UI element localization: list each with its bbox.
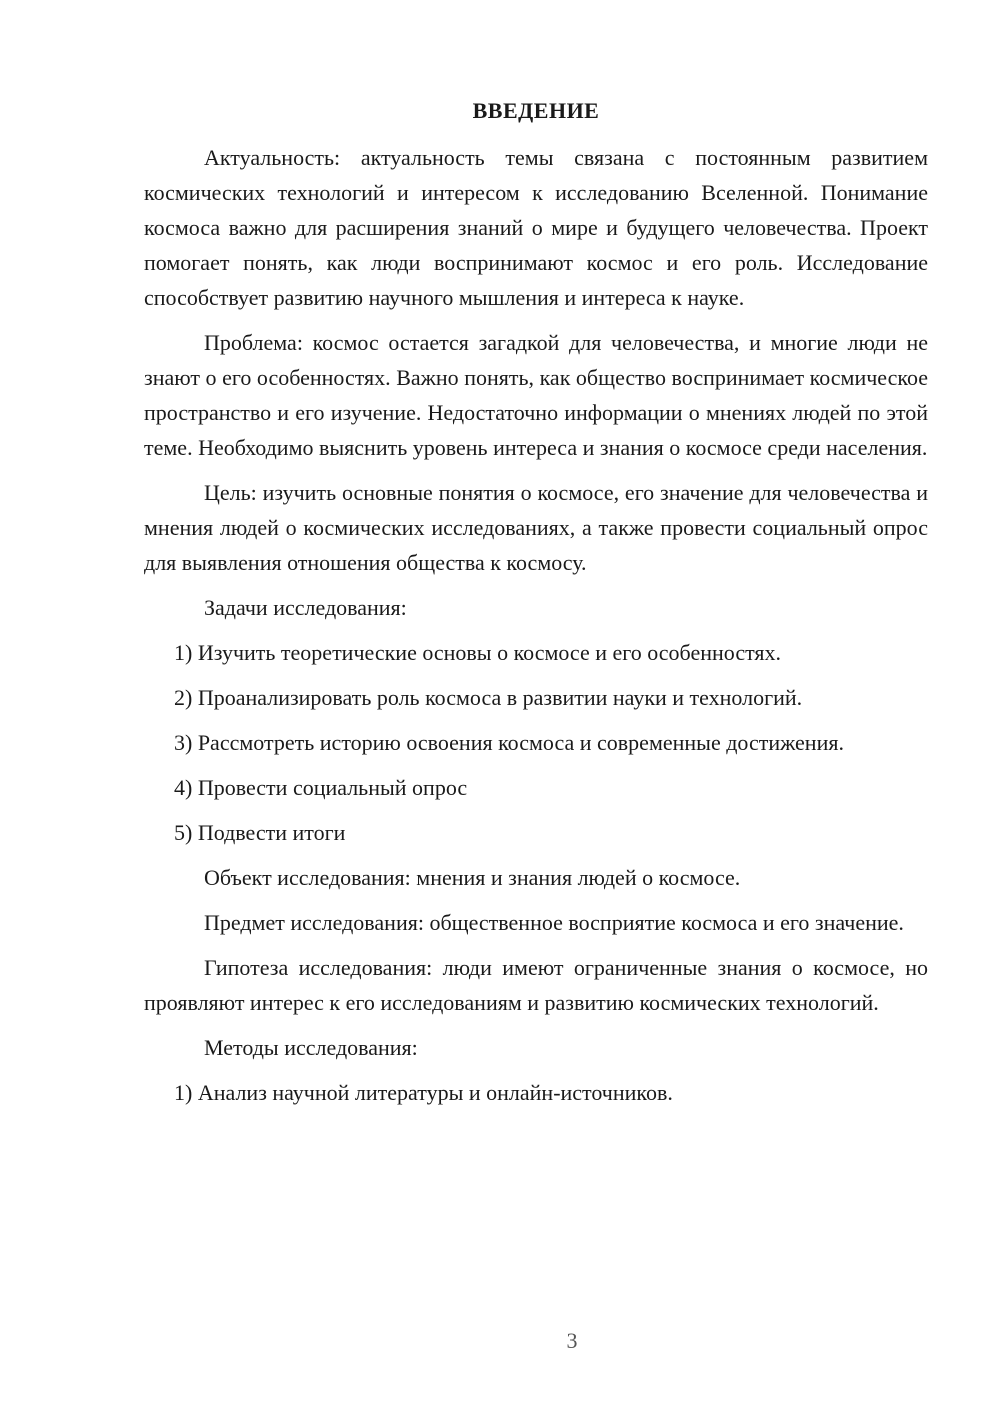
methods-heading: Методы исследования: bbox=[204, 1035, 418, 1060]
page-number: 3 bbox=[566, 1328, 578, 1353]
method-item: 1) Анализ научной литературы и онлайн-источников. bbox=[174, 1080, 673, 1105]
actuality-paragraph: Актуальность: актуальность темы связана с постоянным развитием космических технологий и интересом к исследованию Вселенной. Понимание космоса важно для расширения знаний о мире и будущего человечества. Проект помогает понять, как люди воспринимают космос и его роль. Исследование способствует развитию научного мышления и интереса к науке. bbox=[144, 145, 928, 310]
task-item: 4) Провести социальный опрос bbox=[174, 775, 468, 800]
object-paragraph: Объект исследования: мнения и знания людей о космосе. bbox=[204, 865, 741, 890]
hypothesis-paragraph: Гипотеза исследования: люди имеют ограниченные знания о космосе, но проявляют интерес к его исследованиям и развитию космических технологий. bbox=[144, 955, 928, 1015]
task-item: 3) Рассмотреть историю освоения космоса и современные достижения. bbox=[174, 730, 844, 755]
task-item: 5) Подвести итоги bbox=[174, 820, 346, 845]
goal-paragraph: Цель: изучить основные понятия о космосе, его значение для человечества и мнения людей о космических исследованиях, а также провести социальный опрос для выявления отношения общества к космосу. bbox=[144, 480, 928, 575]
task-item: 1) Изучить теоретические основы о космосе и его особенностях. bbox=[174, 640, 782, 665]
subject-paragraph: Предмет исследования: общественное восприятие космоса и его значение. bbox=[204, 910, 904, 935]
section-title: ВВЕДЕНИЕ bbox=[472, 98, 600, 123]
tasks-heading: Задачи исследования: bbox=[204, 595, 407, 620]
task-item: 2) Проанализировать роль космоса в развитии науки и технологий. bbox=[174, 685, 803, 710]
document-page bbox=[144, 96, 928, 1120]
problem-paragraph: Проблема: космос остается загадкой для человечества, и многие люди не знают о его особенностях. Важно понять, как общество воспринимает космическое пространство и его изучение. Недостаточно информации о мнениях людей по этой теме. Необходимо выяснить уровень интереса и знания о космосе среди населения. bbox=[144, 330, 928, 460]
